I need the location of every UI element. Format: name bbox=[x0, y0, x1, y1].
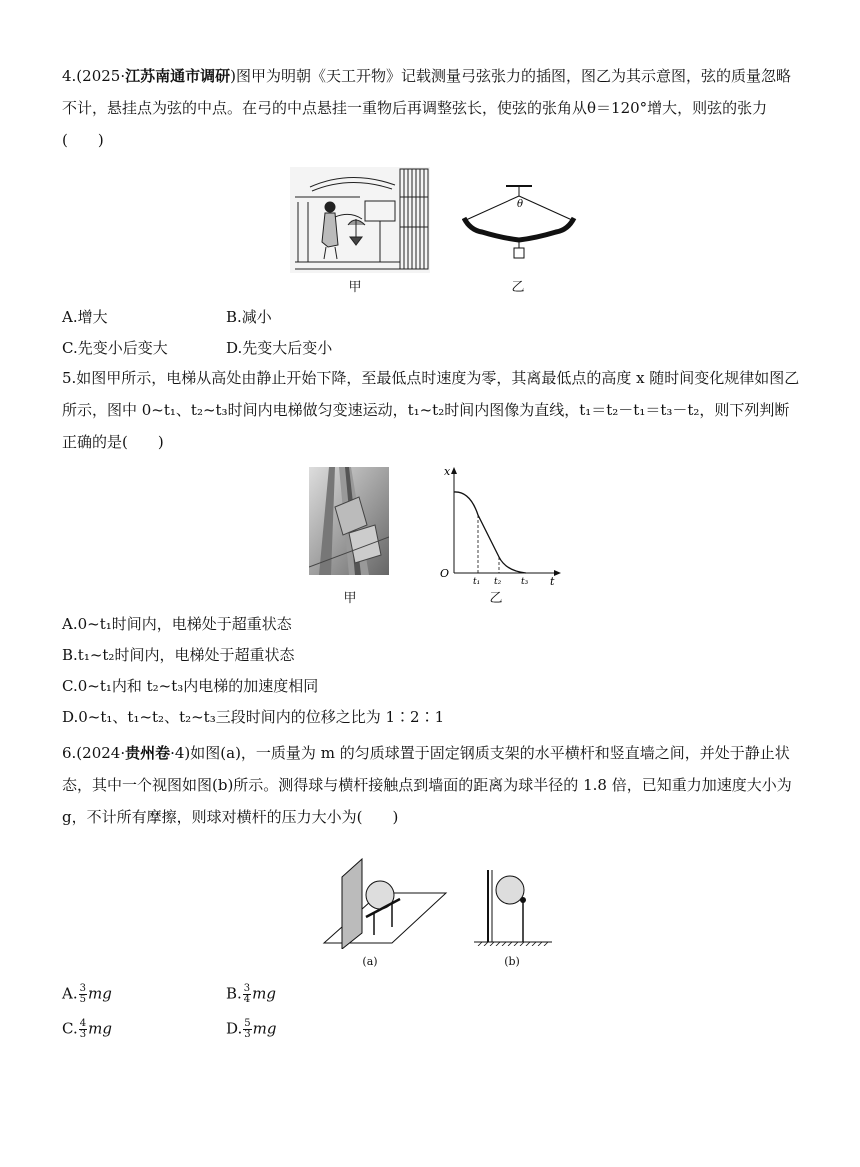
figure-label-yi-q5: 乙 bbox=[489, 591, 503, 606]
q5-option-a[interactable]: A.0~t₁时间内，电梯处于超重状态 bbox=[62, 615, 292, 633]
figure-bow-diagram bbox=[462, 180, 577, 270]
figure-a-ball-on-rack bbox=[322, 853, 448, 949]
figure-elevator-photo bbox=[309, 467, 389, 575]
question-5-stem: 5.如图甲所示，电梯从高处由静止开始下降，至最低点时速度为零，其离最低点的高度 x 随时间变化规律如图乙所示，图中 0~t₁、t₂~t₃时间内电梯做匀变速运动，t₁~t₂时间内图像为直线，t₁＝t₂－t₁＝t₃－t₂，则下列判断正确的是( ) bbox=[62, 369, 800, 451]
figure-label-a: (a) bbox=[362, 955, 378, 968]
figure-label-jia-q4: 甲 bbox=[348, 280, 362, 295]
x-axis-label: t bbox=[550, 575, 555, 587]
q6-option-b[interactable]: B. $\frac{3}{4}$ mg bbox=[226, 983, 276, 1005]
fraction: $\frac{3}{5}$ bbox=[79, 983, 86, 1005]
q6-option-a[interactable]: A. $\frac{3}{5}$ mg bbox=[62, 983, 112, 1005]
fraction: $\frac{4}{3}$ bbox=[79, 1018, 87, 1040]
question-4-source: 江苏南通市调研 bbox=[125, 67, 231, 85]
q5-option-c[interactable]: C.0~t₁内和 t₂~t₃内电梯的加速度相同 bbox=[62, 677, 319, 695]
figure-b-side-view bbox=[472, 866, 558, 946]
q6-option-c[interactable]: C. $\frac{4}{3}$ mg bbox=[62, 1018, 112, 1040]
figure-xt-graph bbox=[432, 465, 562, 587]
q6-option-d[interactable]: D. $\frac{5}{3}$ mg bbox=[226, 1018, 277, 1040]
q5-option-d[interactable]: D.0~t₁、t₁~t₂、t₂~t₃三段时间内的位移之比为 1∶2∶1 bbox=[62, 708, 445, 726]
q5-option-b[interactable]: B.t₁~t₂时间内，电梯处于超重状态 bbox=[62, 646, 295, 664]
origin-label: O bbox=[440, 567, 450, 580]
q4-option-a[interactable]: A.增大 bbox=[62, 308, 108, 326]
tick-t1: t₁ bbox=[473, 577, 481, 587]
q4-option-c[interactable]: C.先变小后变大 bbox=[62, 339, 168, 357]
tick-t3: t₃ bbox=[521, 577, 529, 587]
fraction: $\frac{5}{3}$ bbox=[244, 1018, 251, 1040]
theta-label: θ bbox=[517, 199, 524, 210]
figure-tiangong-woodcut bbox=[290, 167, 430, 273]
q4-option-d[interactable]: D.先变大后变小 bbox=[226, 339, 333, 357]
figure-label-b: (b) bbox=[504, 955, 520, 968]
figure-label-yi-q4: 乙 bbox=[511, 280, 525, 295]
question-6-stem: 6.(2024·贵州卷·4)如图(a)，一质量为 m 的匀质球置于固定钢质支架的水平横杆和竖直墙之间，并处于静止状态，其中一个视图如图(b)所示。测得球与横杆接触点到墙面的距离为球半径的 1.8 倍，已知重力加速度大小为 g，不计所有摩擦，则球对横杆的压力大小为( ) bbox=[62, 744, 792, 826]
tick-t2: t₂ bbox=[494, 577, 502, 587]
figure-label-jia-q5: 甲 bbox=[343, 591, 357, 606]
question-6-source: 贵州卷 bbox=[125, 744, 171, 762]
fraction: $\frac{3}{4}$ bbox=[243, 983, 251, 1005]
y-axis-label: x bbox=[444, 465, 451, 478]
question-4-stem: 4.(2025·江苏南通市调研)图甲为明朝《天工开物》记载测量弓弦张力的插图，图乙为其示意图，弦的质量忽略不计，悬挂点为弦的中点。在弓的中点悬挂一重物后再调整弦长，使弦的张角从θ＝120°增大，则弦的张力( ) bbox=[62, 67, 791, 149]
q4-option-b[interactable]: B.减小 bbox=[226, 308, 272, 326]
